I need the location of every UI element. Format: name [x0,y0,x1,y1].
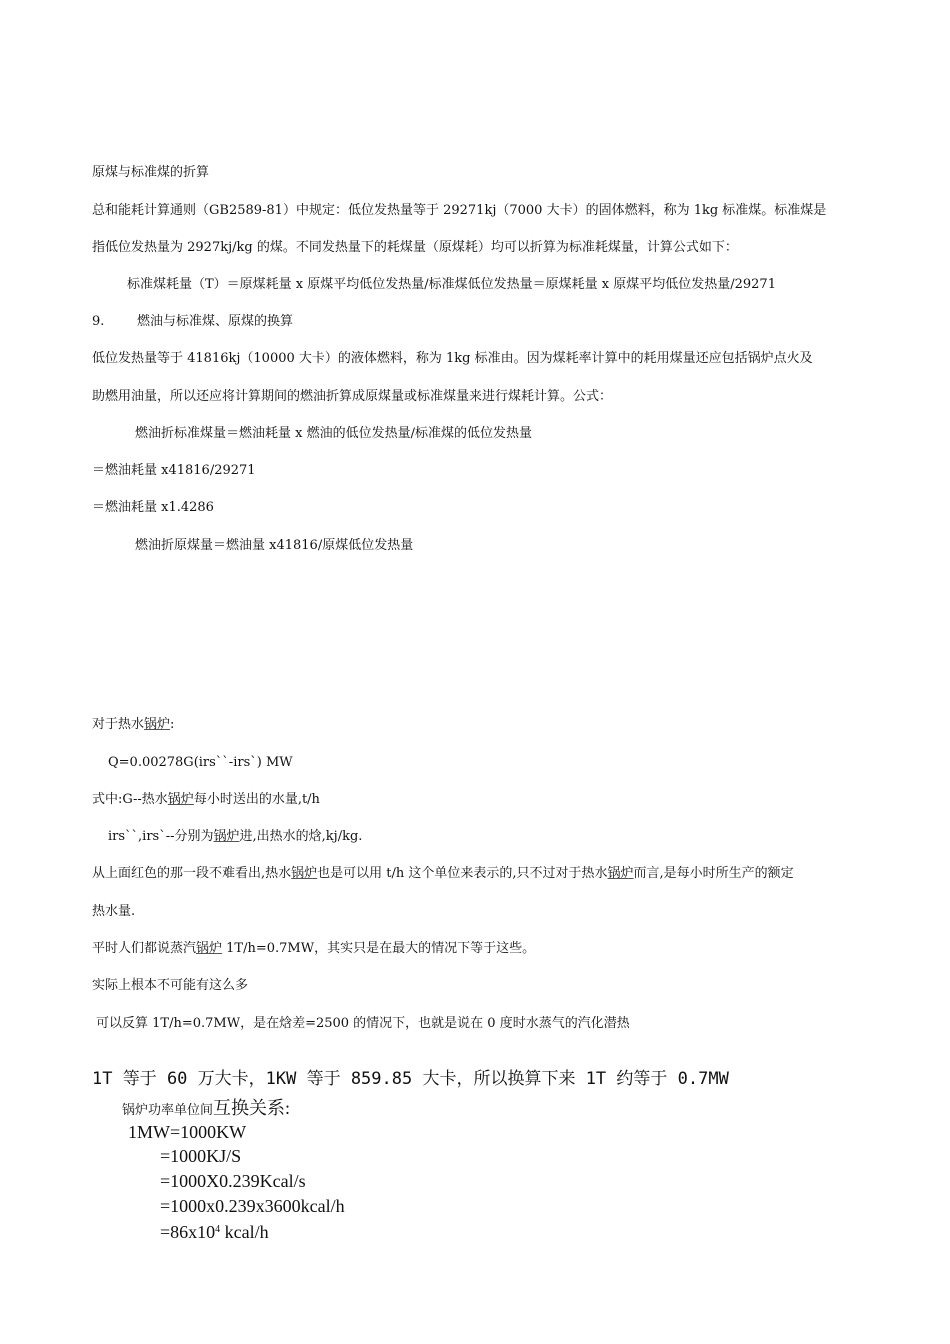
text: 每小时送出的水量,t/h [193,792,320,807]
q-formula: Q=0.00278G(irs``-irs`) MW [108,755,293,770]
section-title-coal-conversion: 原煤与标准煤的折算 [92,165,210,180]
equation-line: =1000KJ/S [160,1146,242,1166]
equation-line: =1000x0.239x3600kcal/h [160,1196,345,1216]
paragraph-line: 指低位发热量为 2927kj/kg 的煤。不同发热量下的耗煤量（原煤耗）均可以折算为标准耗煤量，计算公式如下： [92,240,738,255]
text: 也是可以用 t/h 这个单位来表示的,只不过对于热水 [317,866,608,881]
text: 平时人们都说蒸汽 [92,941,197,956]
section-title-fuel-oil: 燃油与标准煤、原煤的换算 [137,314,294,329]
boiler-link[interactable]: 锅炉 [213,829,240,844]
exponent: 4 [215,1224,221,1235]
formula-line: ＝燃油耗量 x1.4286 [92,500,214,515]
text: irs``,irs`--分别为 [108,829,214,844]
boiler-link[interactable]: 锅炉 [167,792,194,807]
paragraph-line: 热水量. [92,904,136,919]
formula-standard-coal: 标准煤耗量（T）＝原煤耗量 x 原煤平均低位发热量/标准煤低位发热量＝原煤耗量 x 原煤平均低位发热量/29271 [127,277,776,292]
text: 而言,是每小时所生产的额定 [633,866,794,881]
paragraph-line [92,866,794,882]
text: 式中:G--热水 [92,792,168,807]
conversion-summary: 1T 等于 60 万大卡，1KW 等于 859.85 大卡，所以换算下来 1T 约等于 0.7MW [92,1069,729,1089]
equation-line [160,1219,269,1243]
text: 锅炉功率单位间 [122,1103,214,1118]
text: 对于热水 [92,717,145,732]
boiler-link[interactable]: 锅炉 [196,941,223,956]
definition-line [92,792,320,808]
boiler-link[interactable]: 锅炉 [607,866,634,881]
text: 进,出热水的焓,kj/kg. [239,829,363,844]
paragraph-line: 可以反算 1T/h=0.7MW，是在焓差=2500 的情况下，也就是说在 0 度时水蒸气的汽化潜热 [96,1016,630,1031]
text: 从上面红色的那一段不难看出,热水 [92,866,292,881]
paragraph-line: 助燃用油量，所以还应将计算期间的燃油折算成原煤量或标准煤量来进行煤耗计算。公式： [92,389,613,404]
units-heading [122,1097,290,1119]
paragraph-line: 实际上根本不可能有这么多 [92,978,249,993]
formula-line: 燃油折标准煤量＝燃油耗量 x 燃油的低位发热量/标准煤的低位发热量 [135,426,532,441]
formula-line: 燃油折原煤量＝燃油量 x41816/原煤低位发热量 [135,538,414,553]
text: =86x10 [160,1222,216,1242]
definition-line [108,829,362,845]
text: 互换关系: [213,1098,291,1118]
paragraph-line: 低位发热量等于 41816kj（10000 大卡）的液体燃料，称为 1kg 标准由。因为煤耗率计算中的耗用煤量还应包括锅炉点火及 [92,351,813,366]
equation-line: =1000X0.239Kcal/s [160,1171,306,1191]
text: : [170,717,175,732]
section-number: 9. [92,314,105,329]
paragraph-line [92,941,535,957]
boiler-link[interactable]: 锅炉 [291,866,318,881]
formula-line: ＝燃油耗量 x41816/29271 [92,463,256,478]
text: 1T/h=0.7MW，其实只是在最大的情况下等于这些。 [222,941,536,956]
equation-line: 1MW=1000KW [128,1122,247,1142]
paragraph-line: 总和能耗计算通则（GB2589-81）中规定：低位发热量等于 29271kj（7000 大卡）的固体燃料，称为 1kg 标准煤。标准煤是 [92,203,827,218]
text: kcal/h [220,1222,269,1242]
boiler-link[interactable]: 锅炉 [144,717,171,732]
intro-hot-water-boiler [92,717,174,733]
